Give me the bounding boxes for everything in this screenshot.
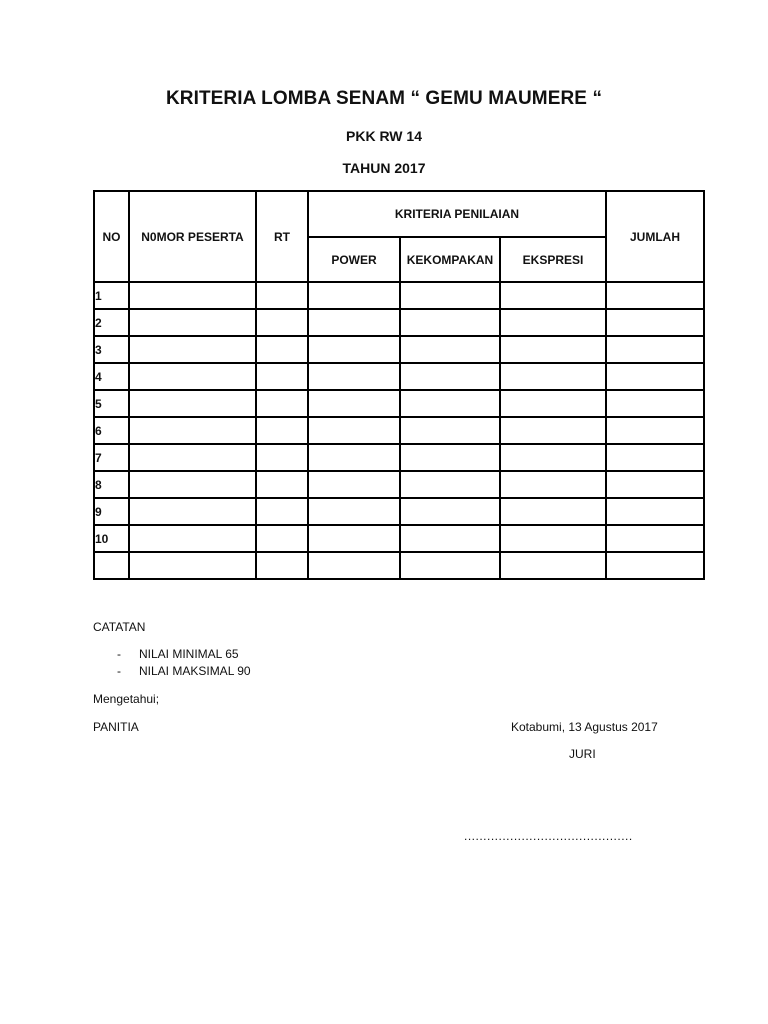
cell-no: 8 xyxy=(94,471,129,498)
cell-total xyxy=(606,363,704,390)
cell-power xyxy=(308,498,400,525)
table-row xyxy=(94,552,704,579)
header-total: JUMLAH xyxy=(606,191,704,282)
cell-no: 6 xyxy=(94,417,129,444)
cell-rt xyxy=(256,282,308,309)
cell-power xyxy=(308,525,400,552)
cell-kekompakan xyxy=(400,390,500,417)
cell-ekspresi xyxy=(500,552,606,579)
cell-kekompakan xyxy=(400,552,500,579)
cell-rt xyxy=(256,525,308,552)
cell-power xyxy=(308,444,400,471)
cell-participant-number xyxy=(129,552,256,579)
cell-power xyxy=(308,552,400,579)
cell-rt xyxy=(256,498,308,525)
cell-kekompakan xyxy=(400,336,500,363)
cell-ekspresi xyxy=(500,309,606,336)
cell-ekspresi xyxy=(500,525,606,552)
cell-total xyxy=(606,471,704,498)
cell-total xyxy=(606,552,704,579)
page-title: KRITERIA LOMBA SENAM “ GEMU MAUMERE “ xyxy=(165,88,603,109)
table-row xyxy=(94,444,704,471)
table-row xyxy=(94,363,704,390)
cell-participant-number xyxy=(129,471,256,498)
cell-no: 4 xyxy=(94,363,129,390)
cell-power xyxy=(308,309,400,336)
table-row xyxy=(94,498,704,525)
cell-participant-number xyxy=(129,282,256,309)
header-kekompakan: KEKOMPAKAN xyxy=(400,237,500,282)
acknowledged-label: Mengetahui; xyxy=(93,692,160,706)
year-subtitle: TAHUN 2017 xyxy=(342,160,426,176)
cell-kekompakan xyxy=(400,309,500,336)
cell-participant-number xyxy=(129,444,256,471)
cell-rt xyxy=(256,417,308,444)
header-ekspresi: EKSPRESI xyxy=(500,237,606,282)
cell-ekspresi xyxy=(500,444,606,471)
place-date: Kotabumi, 13 Agustus 2017 xyxy=(511,720,658,734)
header-participant-number: N0MOR PESERTA xyxy=(129,191,256,282)
cell-total xyxy=(606,282,704,309)
cell-ekspresi xyxy=(500,498,606,525)
cell-ekspresi xyxy=(500,471,606,498)
cell-participant-number xyxy=(129,363,256,390)
cell-kekompakan xyxy=(400,417,500,444)
cell-participant-number xyxy=(129,525,256,552)
cell-participant-number xyxy=(129,390,256,417)
bullet-dash: - xyxy=(117,647,121,661)
cell-rt xyxy=(256,336,308,363)
committee-label: PANITIA xyxy=(93,720,139,734)
cell-power xyxy=(308,336,400,363)
cell-ekspresi xyxy=(500,336,606,363)
table-row xyxy=(94,282,704,309)
cell-ekspresi xyxy=(500,282,606,309)
cell-no: 7 xyxy=(94,444,129,471)
cell-power xyxy=(308,471,400,498)
note-text: NILAI MINIMAL 65 xyxy=(139,647,239,661)
table-row xyxy=(94,336,704,363)
cell-total xyxy=(606,336,704,363)
bullet-dash: - xyxy=(117,664,121,678)
cell-total xyxy=(606,309,704,336)
header-power: POWER xyxy=(308,237,400,282)
cell-no: 5 xyxy=(94,390,129,417)
cell-kekompakan xyxy=(400,363,500,390)
notes-section xyxy=(93,620,251,680)
cell-power xyxy=(308,282,400,309)
cell-no: 1 xyxy=(94,282,129,309)
cell-kekompakan xyxy=(400,444,500,471)
cell-kekompakan xyxy=(400,498,500,525)
cell-rt xyxy=(256,390,308,417)
cell-participant-number xyxy=(129,498,256,525)
header-rt: RT xyxy=(256,191,308,282)
table-row xyxy=(94,471,704,498)
notes-list xyxy=(93,646,251,680)
note-text: NILAI MAKSIMAL 90 xyxy=(139,664,251,678)
header-criteria-group: KRITERIA PENILAIAN xyxy=(308,191,606,237)
cell-total xyxy=(606,417,704,444)
table-row xyxy=(94,525,704,552)
cell-ekspresi xyxy=(500,390,606,417)
cell-no xyxy=(94,552,129,579)
notes-label: CATATAN xyxy=(93,620,146,634)
table-header-row xyxy=(94,191,704,237)
cell-no: 10 xyxy=(94,525,129,552)
cell-total xyxy=(606,444,704,471)
cell-kekompakan xyxy=(400,525,500,552)
cell-participant-number xyxy=(129,336,256,363)
cell-rt xyxy=(256,552,308,579)
cell-ekspresi xyxy=(500,417,606,444)
cell-rt xyxy=(256,444,308,471)
table-row xyxy=(94,390,704,417)
cell-rt xyxy=(256,363,308,390)
list-item xyxy=(93,663,251,680)
cell-no: 3 xyxy=(94,336,129,363)
cell-kekompakan xyxy=(400,471,500,498)
table-row xyxy=(94,417,704,444)
cell-total xyxy=(606,498,704,525)
cell-ekspresi xyxy=(500,363,606,390)
scoring-table xyxy=(93,190,705,580)
judge-label: JURI xyxy=(569,747,596,761)
cell-rt xyxy=(256,309,308,336)
cell-rt xyxy=(256,471,308,498)
table-row xyxy=(94,309,704,336)
cell-participant-number xyxy=(129,309,256,336)
organizer-subtitle: PKK RW 14 xyxy=(346,128,422,144)
cell-power xyxy=(308,363,400,390)
cell-no: 2 xyxy=(94,309,129,336)
header-no: NO xyxy=(94,191,129,282)
cell-total xyxy=(606,525,704,552)
cell-participant-number xyxy=(129,417,256,444)
signature-line: ............................................ xyxy=(464,829,633,843)
cell-total xyxy=(606,390,704,417)
list-item xyxy=(93,646,251,663)
cell-no: 9 xyxy=(94,498,129,525)
cell-kekompakan xyxy=(400,282,500,309)
cell-power xyxy=(308,390,400,417)
cell-power xyxy=(308,417,400,444)
